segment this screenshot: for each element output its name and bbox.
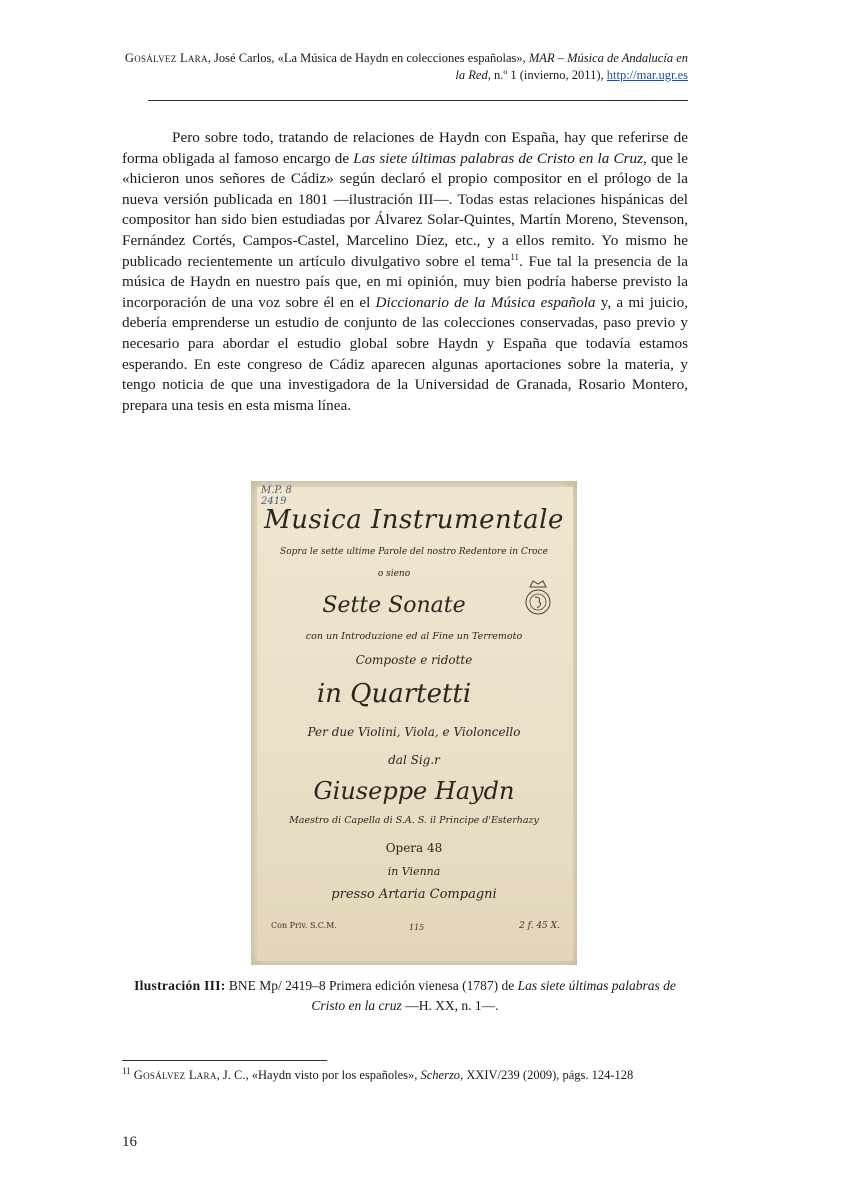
plate-price: 2 f. 45 X. xyxy=(519,921,560,931)
footnote-divider xyxy=(122,1060,327,1061)
plate-title: Musica Instrumentale xyxy=(264,505,564,535)
caption-catalogue: —H. XX, n. 1—. xyxy=(401,998,499,1013)
plate-privilege: Con Priv. S.C.M. xyxy=(271,921,337,930)
plate-o-sieno: o sieno xyxy=(377,569,411,579)
header-journal: MAR – Música de Andalucía en la Red xyxy=(455,51,688,82)
plate-maestro: Maestro di Capella di S.A. S. il Principe d'Esterhazy xyxy=(289,815,539,826)
footnote-journal: Scherzo xyxy=(420,1068,461,1082)
page-number: 16 xyxy=(122,1134,137,1150)
plate-sette-sonate: Sette Sonate xyxy=(322,593,466,618)
title-page-illustration xyxy=(251,481,577,965)
body-text-run: Pero sobre todo, tratando de relaciones de Haydn con España, hay que referirse de forma obligada al famoso encargo de xyxy=(122,129,688,167)
work-title-italic: Las siete últimas palabras de Cristo en la Cruz xyxy=(353,149,644,167)
footnote-author: Gosálvez Lara xyxy=(133,1068,217,1082)
header-url-link[interactable]: http://mar.ugr.es xyxy=(606,68,688,82)
plate-opus: Opera 48 xyxy=(385,841,443,855)
plate-dal: dal Sig.r xyxy=(388,753,440,767)
footnote-number: 11 xyxy=(122,1065,131,1076)
plate-quartetti: in Quartetti xyxy=(316,679,472,709)
caption-text: BNE Mp/ 2419–8 Primera edición vienesa (1787) de xyxy=(225,978,518,993)
body-text xyxy=(122,128,688,416)
body-text-run: , que le «hicieron unos señores de Cádiz» según declaró el propio compositor en el prólogo de la nueva versión publicada en 1801 —ilustración III—. Todas estas relaciones hispánicas del compositor han sido bien estudiadas por Álvarez Solar-Quintes, Martín Moreno, Stevenson, Fernández Cortés, Campos-Castel, Marcelino Díez, etc., y a ellos remito. Yo mismo he publicado recientemente un artículo divulgativo sobre el tema xyxy=(122,149,689,270)
body-paragraph xyxy=(122,128,688,416)
plate-composte: Composte e ridotte xyxy=(355,653,473,667)
plate-instrumentation: Per due Violini, Viola, e Violoncello xyxy=(307,725,521,739)
footnote xyxy=(122,1067,688,1084)
body-text-run: . Fue tal la presencia de la música de Haydn en nuestro país que, en mi opinión, muy bien podría haberse previsto la incorporación de una voz sobre él en el xyxy=(122,252,688,311)
header-issue: , n.º 1 (invierno, 2011), xyxy=(487,68,607,82)
dictionary-title-italic: Diccionario de la Música española xyxy=(375,293,596,311)
running-header xyxy=(120,50,688,84)
plate-composer: Giuseppe Haydn xyxy=(313,777,515,805)
plate-subtitle: Sopra le sette ultime Parole del nostro Redentore in Croce xyxy=(280,547,548,557)
caption-work-title: Las siete últimas palabras de Cristo en la cruz xyxy=(311,978,676,1013)
caption-label: Ilustración III: xyxy=(134,978,226,993)
header-author-surname: Gosálvez Lara xyxy=(124,51,208,65)
plate-vienna: in Vienna xyxy=(387,865,441,878)
figure-caption xyxy=(122,976,688,1016)
header-author-title: , José Carlos, «La Música de Haydn en colecciones españolas», xyxy=(207,51,529,65)
plate-number: 115 xyxy=(409,923,425,932)
plate-publisher: presso Artaria Compagni xyxy=(331,887,497,902)
footnote-reference[interactable]: 11 xyxy=(510,251,520,262)
footnote-citation: , XXIV/239 (2009), págs. 124-128 xyxy=(460,1068,634,1082)
body-text-run: y, a mi juicio, debería emprenderse un estudio de conjunto de las colecciones conservadas, paso previo y necesario para abordar el estudio global sobre Haydn y España que todavía estamos esperando. En este congreso de Cádiz aparecen algunas aportaciones sobre la materia, y tengo noticia de que una investigadora de la Universidad de Granada, Rosario Montero, prepara una tesis en esta misma línea. xyxy=(122,293,689,414)
header-divider xyxy=(148,100,688,101)
plate-intro: con un Introduzione ed al Fine un Terremoto xyxy=(305,631,523,642)
library-call-number: M.P. 8 2419 xyxy=(261,485,292,507)
footnote-text: , J. C., «Haydn visto por los españoles», xyxy=(216,1068,421,1082)
